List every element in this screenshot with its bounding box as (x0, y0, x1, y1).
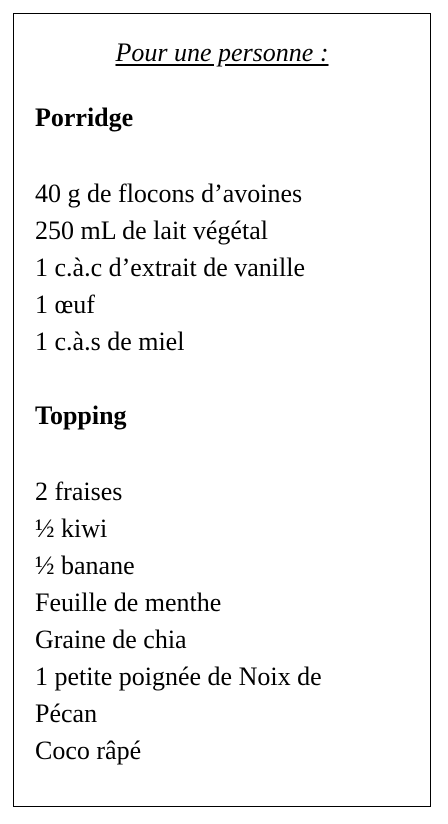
ingredient-item: Coco râpé (35, 736, 142, 765)
ingredient-item: ½ banane (35, 551, 135, 580)
section-title-topping: Topping (35, 401, 127, 430)
section-title-porridge: Porridge (35, 103, 134, 132)
ingredient-item: 1 œuf (35, 290, 95, 319)
ingredient-item: 1 c.à.s de miel (35, 327, 185, 356)
recipe-heading: Pour une personne : (115, 38, 329, 67)
ingredient-item: 1 c.à.c d’extrait de vanille (35, 253, 305, 282)
ingredient-item: 1 petite poignée de Noix de (35, 662, 322, 691)
ingredient-item: 250 mL de lait végétal (35, 216, 268, 245)
ingredient-item: 40 g de flocons d’avoines (35, 179, 303, 208)
ingredient-item: Graine de chia (35, 625, 187, 654)
ingredient-item: Feuille de menthe (35, 588, 222, 617)
ingredient-item: Pécan (35, 699, 98, 728)
ingredient-item: ½ kiwi (35, 514, 108, 543)
topping-ingredient-list (35, 473, 322, 769)
porridge-ingredient-list (35, 175, 305, 360)
ingredient-item: 2 fraises (35, 477, 123, 506)
recipe-card (13, 13, 431, 807)
